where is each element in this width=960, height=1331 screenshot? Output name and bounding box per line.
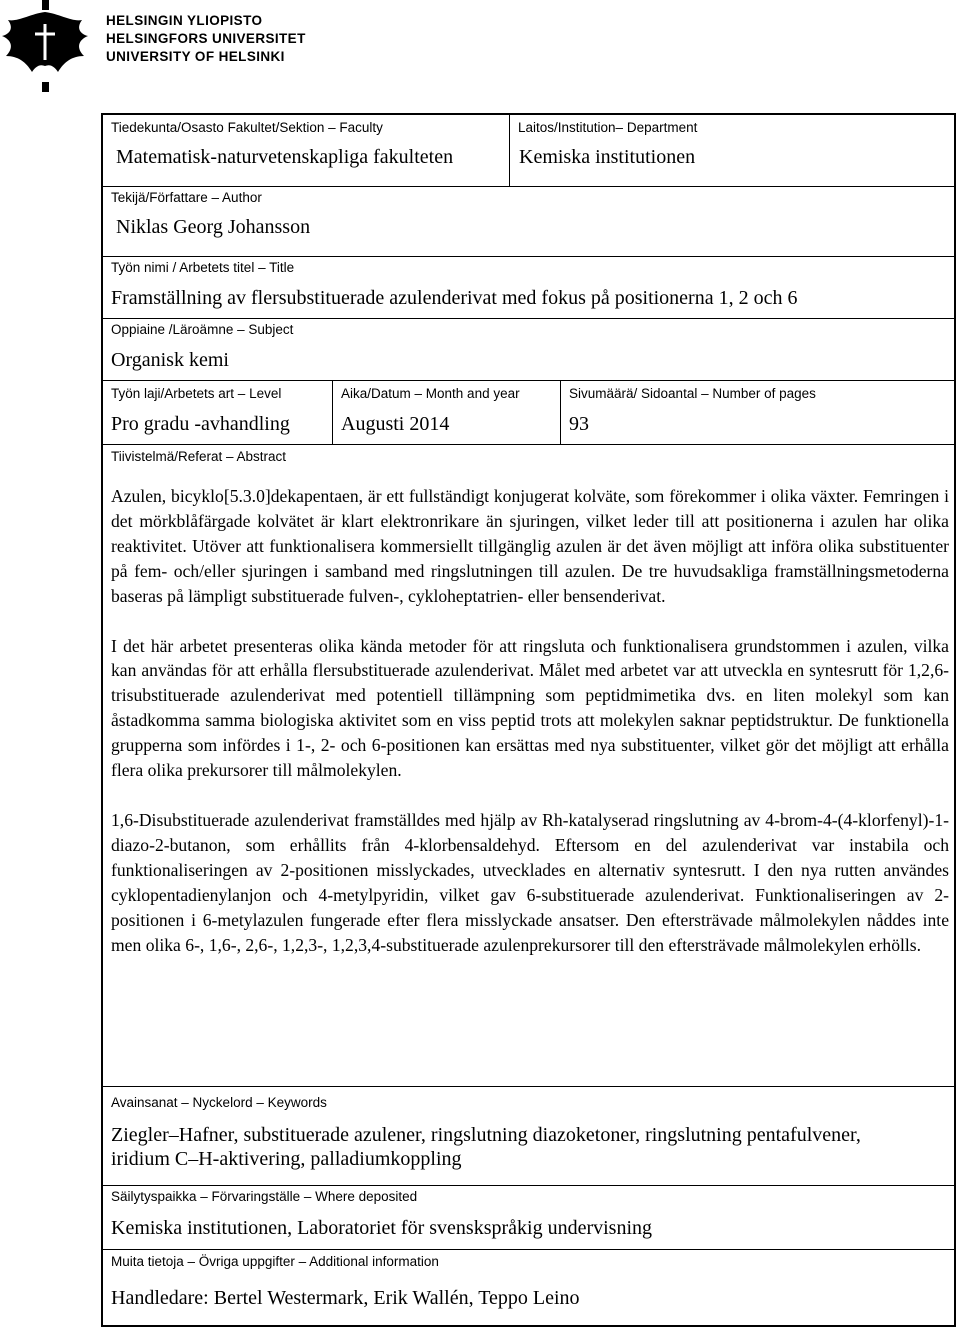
- department-label: Laitos/Institution– Department: [518, 120, 698, 135]
- title-label: Työn nimi / Arbetets titel – Title: [111, 260, 295, 275]
- row-divider: [103, 380, 954, 381]
- deposited-label: Säilytyspaikka – Förvaringställe – Where deposited: [111, 1189, 418, 1204]
- abstract-text: [111, 484, 949, 957]
- row-divider: [103, 186, 954, 187]
- date-value: Augusti 2014: [341, 413, 450, 435]
- row-divider: [103, 318, 954, 319]
- university-name-fi: HELSINGIN YLIOPISTO: [106, 13, 263, 28]
- deposited-value: Kemiska institutionen, Laboratoriet för svenskspråkig undervisning: [111, 1217, 653, 1239]
- row-divider: [103, 444, 954, 445]
- row-divider: [103, 1185, 954, 1186]
- department-value: Kemiska institutionen: [519, 146, 696, 168]
- faculty-label: Tiedekunta/Osasto Fakultet/Sektion – Faculty: [111, 120, 383, 135]
- faculty-department-divider: [509, 115, 510, 187]
- subject-label: Oppiaine /Läroämne – Subject: [111, 322, 294, 337]
- university-name-en: UNIVERSITY OF HELSINKI: [106, 49, 285, 64]
- row-divider: [103, 256, 954, 257]
- keywords-label: Avainsanat – Nyckelord – Keywords: [111, 1095, 327, 1110]
- abstract-paragraph: Azulen, bicyklo[5.3.0]dekapentaen, är ett fullständigt konjugerat kolväte, som förekommer i olika växter. Femringen i det mörkblåfärgade kolvätet är klart elektronrikare än sjuringen, vilket leder till att positionerna i azulen har olika reaktivitet. Utöver att funktionalisera kommersiellt tillgänglig azulen är det även möjligt att införa olika substituenter på fem- och/eller sjuringen i samband med ringslutningen till azulen. De tre huvudsakliga framställningsmetoderna baseras på lämpligt substituerade fulven-, cykloheptatrien- eller bensenderivat.: [111, 486, 949, 606]
- title-value: Framställning av flersubstituerade azulenderivat med fokus på positionerna 1, 2 och 6: [111, 287, 798, 309]
- row-divider: [103, 1086, 954, 1087]
- level-value: Pro gradu -avhandling: [111, 413, 290, 435]
- university-names: [106, 12, 306, 66]
- faculty-value: Matematisk-naturvetenskapliga fakulteten: [116, 146, 454, 168]
- university-logo-icon: [0, 0, 90, 92]
- level-date-divider: [332, 381, 333, 445]
- additional-label: Muita tietoja – Övriga uppgifter – Additional information: [111, 1254, 439, 1269]
- author-value: Niklas Georg Johansson: [116, 216, 311, 238]
- thesis-abstract-form: [101, 113, 956, 1327]
- abstract-paragraph: 1,6-Disubstituerade azulenderivat framställdes med hjälp av Rh-katalyserad ringslutning av 4-brom-4-(4-klorfenyl)-1-diazo-2-butanon, som erhållits från 4-klorbensaldehyd. Eftersom en del azulenderivat var instabila och funktionaliseringen av 2-positionen misslyckades, utvecklades en alternativ syntesrutt. I den nya rutten användes cyklopentadienylanjon och 4-metylpyridin, vilket gav 6-substituerade azulenderivat. Funktionaliseringen av 2-positionen i 6-metylazulen fungerade efter flera misslyckade ansatser. Den eftersträvade målmolekylen nåddes inte men olika 6-, 1,6-, 2,6-, 1,2,3-, 1,2,3,4-substituerade azulenprekursorer till den eftersträvade målmolekylen erhölls.: [111, 809, 949, 955]
- date-label: Aika/Datum – Month and year: [341, 386, 520, 401]
- pages-label: Sivumäärä/ Sidoantal – Number of pages: [569, 386, 816, 401]
- university-name-sv: HELSINGFORS UNIVERSITET: [106, 31, 306, 46]
- abstract-label: Tiivistelmä/Referat – Abstract: [111, 449, 287, 464]
- abstract-paragraph: I det här arbetet presenteras olika kända metoder för att ringsluta och funktionalisera grundstommen i azulen, vilka kan användas för att erhålla flersubstituerade azulenderivat. Målet med arbetet var att utveckla en syntesrutt för 1,2,6-trisubstituerade azulenderivat med potentiell tillämpning som peptidmimetika dvs. en liten molekyl som kan åstadkomma samma biologiska aktivitet som en viss peptid trots att molekylen saknar peptidstruktur. De funktionella grupperna som infördes i 1-, 2- och 6-positionen kan ersättas med nya substituenter, vilket gör det möjligt att erhålla flera olika prekursorer till målmolekylen.: [111, 635, 949, 781]
- additional-value: Handledare: Bertel Westermark, Erik Wallén, Teppo Leino: [111, 1287, 580, 1309]
- row-divider: [103, 1249, 954, 1250]
- level-label: Työn laji/Arbetets art – Level: [111, 386, 282, 401]
- pages-value: 93: [569, 413, 589, 435]
- keywords-line: iridium C–H-aktivering, palladiumkoppling: [111, 1148, 462, 1170]
- author-label: Tekijä/Författare – Author: [111, 190, 262, 205]
- keywords-line: Ziegler–Hafner, substituerade azulener, ringslutning diazoketoner, ringslutning pentafulvener,: [111, 1124, 861, 1146]
- subject-value: Organisk kemi: [111, 349, 229, 371]
- date-pages-divider: [560, 381, 561, 445]
